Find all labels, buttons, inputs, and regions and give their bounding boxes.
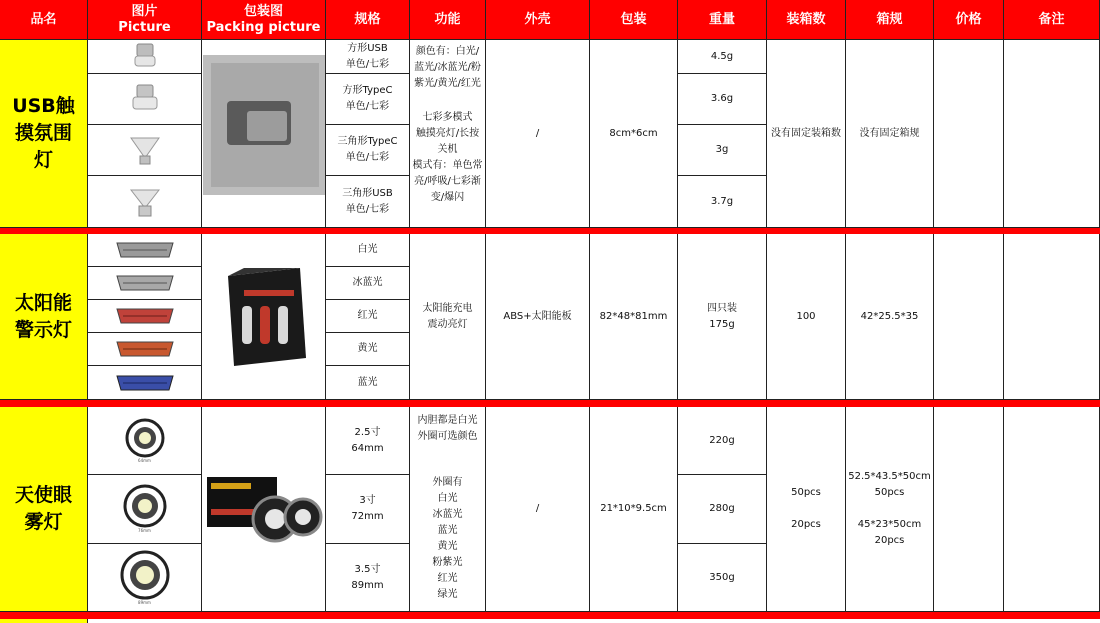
solar-light-thumb[interactable] xyxy=(88,234,202,267)
usb-light-weight-3[interactable]: 3g xyxy=(678,125,767,176)
header-carton-qty[interactable]: 装箱数 xyxy=(767,0,846,40)
angel-eye-function-inner: 内胆都是白光 外圈可选颜色 xyxy=(417,415,478,442)
usb-light-function[interactable] xyxy=(410,40,486,228)
angel-eye-thumb[interactable] xyxy=(88,407,202,475)
usb-light-spec-3[interactable]: 三角形TypeC 单色/七彩 xyxy=(326,125,410,176)
angel-eye-image-76 xyxy=(123,484,167,528)
next-row-name xyxy=(0,619,88,623)
product-name-usb-light[interactable]: USB触 摸氛围 灯 xyxy=(0,40,88,228)
angel-eye-packing-image xyxy=(203,469,325,549)
solar-light-thumb[interactable] xyxy=(88,300,202,333)
angel-eye-packing-cell[interactable] xyxy=(202,407,326,612)
angel-eye-spec-3[interactable]: 3.5寸 89mm xyxy=(326,544,410,612)
usb-light-function-colors: 颜色有：白光/ 蓝光/冰蓝光/粉 紫光/黄光/红光 xyxy=(414,46,481,89)
angel-eye-function[interactable] xyxy=(410,407,486,612)
angel-eye-function-colors: 外圈有 白光 冰蓝光 蓝光 黄光 粉紫光 红光 绿光 xyxy=(432,477,463,600)
product-name-solar-light[interactable]: 太阳能 警示灯 xyxy=(0,234,88,400)
usb-light-packing-image xyxy=(203,41,325,227)
solar-light-shell[interactable]: ABS+太阳能板 xyxy=(486,234,590,400)
solar-light-spec-5[interactable]: 蓝光 xyxy=(326,366,410,400)
solar-light-packing-cell[interactable] xyxy=(202,234,326,400)
angel-eye-size-label: 89mm xyxy=(138,599,151,605)
usb-light-price[interactable] xyxy=(934,40,1004,228)
solar-light-remark[interactable] xyxy=(1004,234,1100,400)
angel-eye-weight-3[interactable]: 350g xyxy=(678,544,767,612)
solar-light-price[interactable] xyxy=(934,234,1004,400)
solar-light-thumb[interactable] xyxy=(88,366,202,400)
angel-eye-thumb[interactable] xyxy=(88,475,202,544)
usb-light-thumb[interactable] xyxy=(88,40,202,74)
solar-light-image-blue xyxy=(113,372,177,394)
solar-light-thumb[interactable] xyxy=(88,333,202,366)
usb-light-function-modes: 七彩多模式 触摸亮灯/长按 关机 模式有：单色常 亮/呼吸/七彩渐 变/爆闪 xyxy=(412,112,483,203)
usb-light-image-4 xyxy=(123,184,167,220)
solar-light-spec-1[interactable]: 白光 xyxy=(326,234,410,267)
header-packing-picture[interactable]: 包装图 Packing picture xyxy=(202,0,326,40)
angel-eye-image-64 xyxy=(125,418,165,458)
solar-light-spec-2[interactable]: 冰蓝光 xyxy=(326,267,410,300)
solar-light-image-red xyxy=(113,305,177,327)
usb-light-weight-1[interactable]: 4.5g xyxy=(678,40,767,74)
angel-eye-weight-2[interactable]: 280g xyxy=(678,475,767,544)
angel-eye-carton-size[interactable]: 52.5*43.5*50cm 50pcs 45*23*50cm 20pcs xyxy=(846,407,934,612)
angel-eye-price[interactable] xyxy=(934,407,1004,612)
usb-light-thumb[interactable] xyxy=(88,74,202,125)
usb-light-spec-4[interactable]: 三角形USB 单色/七彩 xyxy=(326,176,410,228)
usb-light-thumb[interactable] xyxy=(88,125,202,176)
angel-eye-thumb[interactable] xyxy=(88,544,202,612)
usb-light-image-3 xyxy=(123,132,167,168)
usb-light-shell[interactable]: / xyxy=(486,40,590,228)
usb-light-spec-2[interactable]: 方形TypeC 单色/七彩 xyxy=(326,74,410,125)
product-name-angel-eye-light[interactable]: 天使眼 雾灯 xyxy=(0,407,88,612)
header-weight[interactable]: 重量 xyxy=(678,0,767,40)
angel-eye-remark[interactable] xyxy=(1004,407,1100,612)
solar-light-image-iceblue xyxy=(113,272,177,294)
header-remark[interactable]: 备注 xyxy=(1004,0,1100,40)
row-separator xyxy=(0,612,1100,619)
row-separator xyxy=(0,400,1100,407)
usb-light-carton-qty[interactable]: 没有固定装箱数 xyxy=(767,40,846,228)
angel-eye-shell[interactable]: / xyxy=(486,407,590,612)
solar-light-function[interactable]: 太阳能充电 震动亮灯 xyxy=(410,234,486,400)
angel-eye-package[interactable]: 21*10*9.5cm xyxy=(590,407,678,612)
solar-light-carton-size[interactable]: 42*25.5*35 xyxy=(846,234,934,400)
angel-eye-image-89 xyxy=(120,550,170,600)
usb-light-image-2 xyxy=(123,81,167,117)
solar-light-thumb[interactable] xyxy=(88,267,202,300)
solar-light-packing-image xyxy=(214,262,314,372)
header-price[interactable]: 价格 xyxy=(934,0,1004,40)
angel-eye-size-label: 64mm xyxy=(138,457,151,463)
angel-eye-spec-2[interactable]: 3寸 72mm xyxy=(326,475,410,544)
header-shell[interactable]: 外壳 xyxy=(486,0,590,40)
solar-light-weight[interactable]: 四只装 175g xyxy=(678,234,767,400)
angel-eye-spec-1[interactable]: 2.5寸 64mm xyxy=(326,407,410,475)
solar-light-image-yellow xyxy=(113,338,177,360)
header-function[interactable]: 功能 xyxy=(410,0,486,40)
usb-light-packing-cell[interactable] xyxy=(202,40,326,228)
usb-light-carton-size[interactable]: 没有固定箱规 xyxy=(846,40,934,228)
angel-eye-carton-qty[interactable]: 50pcs 20pcs xyxy=(767,407,846,612)
solar-light-carton-qty[interactable]: 100 xyxy=(767,234,846,400)
usb-light-spec-1[interactable]: 方形USB 单色/七彩 xyxy=(326,40,410,74)
solar-light-image-white xyxy=(113,239,177,261)
usb-light-weight-2[interactable]: 3.6g xyxy=(678,74,767,125)
usb-light-image-1 xyxy=(125,42,165,72)
header-spec[interactable]: 规格 xyxy=(326,0,410,40)
header-name[interactable]: 品名 xyxy=(0,0,88,40)
solar-light-spec-3[interactable]: 红光 xyxy=(326,300,410,333)
angel-eye-weight-1[interactable]: 220g xyxy=(678,407,767,475)
header-package[interactable]: 包装 xyxy=(590,0,678,40)
solar-light-package[interactable]: 82*48*81mm xyxy=(590,234,678,400)
usb-light-weight-4[interactable]: 3.7g xyxy=(678,176,767,228)
solar-light-spec-4[interactable]: 黄光 xyxy=(326,333,410,366)
usb-light-package[interactable]: 8cm*6cm xyxy=(590,40,678,228)
header-picture[interactable]: 图片 Picture xyxy=(88,0,202,40)
usb-light-remark[interactable] xyxy=(1004,40,1100,228)
usb-light-thumb[interactable] xyxy=(88,176,202,228)
header-carton-size[interactable]: 箱规 xyxy=(846,0,934,40)
angel-eye-size-label: 76mm xyxy=(138,528,151,533)
